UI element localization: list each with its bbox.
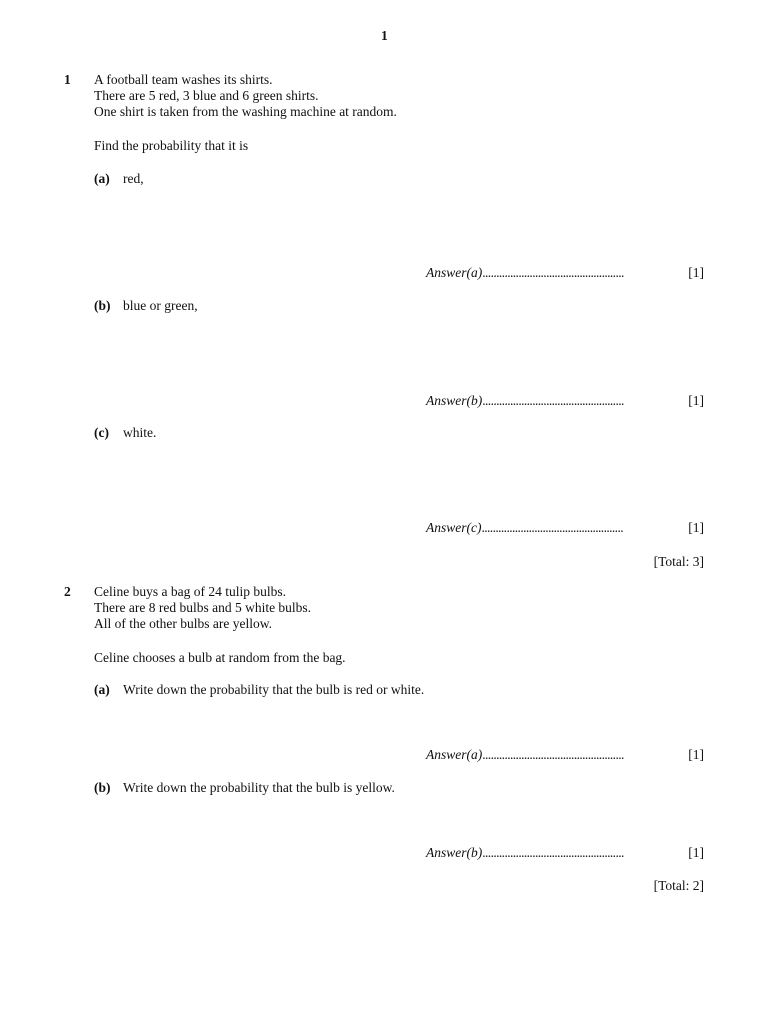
answer-dots: ................................................... — [482, 845, 624, 860]
marks-label: [1] — [688, 747, 704, 762]
answer-line[interactable] — [426, 747, 704, 763]
part-text: Write down the probability that the bulb is yellow. — [123, 780, 395, 795]
question-number: 1 — [64, 72, 71, 87]
question-total: [Total: 2] — [653, 878, 704, 893]
answer-label: Answer(b) — [426, 845, 483, 860]
answer-dots: ................................................... — [482, 265, 624, 280]
part-label: (a) — [94, 171, 110, 186]
answer-dots: ................................................... — [481, 520, 624, 535]
marks-label: [1] — [688, 520, 704, 535]
question-stem-line: One shirt is taken from the washing machine at random. — [94, 104, 397, 119]
question-stem-line: There are 5 red, 3 blue and 6 green shirts. — [94, 88, 319, 103]
question-stem-line: All of the other bulbs are yellow. — [94, 616, 272, 631]
answer-label: Answer(a) — [426, 747, 483, 762]
answer-label: Answer(b) — [426, 393, 483, 408]
part-label: (a) — [94, 682, 110, 697]
question-total: [Total: 3] — [653, 554, 704, 569]
question-instruction: Celine chooses a bulb at random from the bag. — [94, 650, 346, 665]
answer-line[interactable] — [426, 520, 704, 536]
answer-label: Answer(c) — [426, 520, 482, 535]
marks-label: [1] — [688, 393, 704, 408]
part-text: white. — [123, 425, 157, 440]
part-label: (c) — [94, 425, 109, 440]
answer-dots: ................................................... — [482, 747, 624, 762]
answer-line[interactable] — [426, 393, 704, 409]
answer-label: Answer(a) — [426, 265, 483, 280]
question-stem-line: Celine buys a bag of 24 tulip bulbs. — [94, 584, 286, 599]
page-number: 1 — [381, 28, 388, 43]
answer-dots: ................................................... — [482, 393, 624, 408]
question-stem-line: A football team washes its shirts. — [94, 72, 273, 87]
part-text: Write down the probability that the bulb is red or white. — [123, 682, 425, 697]
marks-label: [1] — [688, 265, 704, 280]
part-label: (b) — [94, 780, 111, 795]
question-number: 2 — [64, 584, 71, 599]
marks-label: [1] — [688, 845, 704, 860]
part-text: blue or green, — [123, 298, 198, 313]
question-instruction: Find the probability that it is — [94, 138, 249, 153]
answer-line[interactable] — [426, 265, 704, 281]
part-label: (b) — [94, 298, 111, 313]
answer-line[interactable] — [426, 845, 704, 861]
question-stem-line: There are 8 red bulbs and 5 white bulbs. — [94, 600, 312, 615]
part-text: red, — [123, 171, 144, 186]
